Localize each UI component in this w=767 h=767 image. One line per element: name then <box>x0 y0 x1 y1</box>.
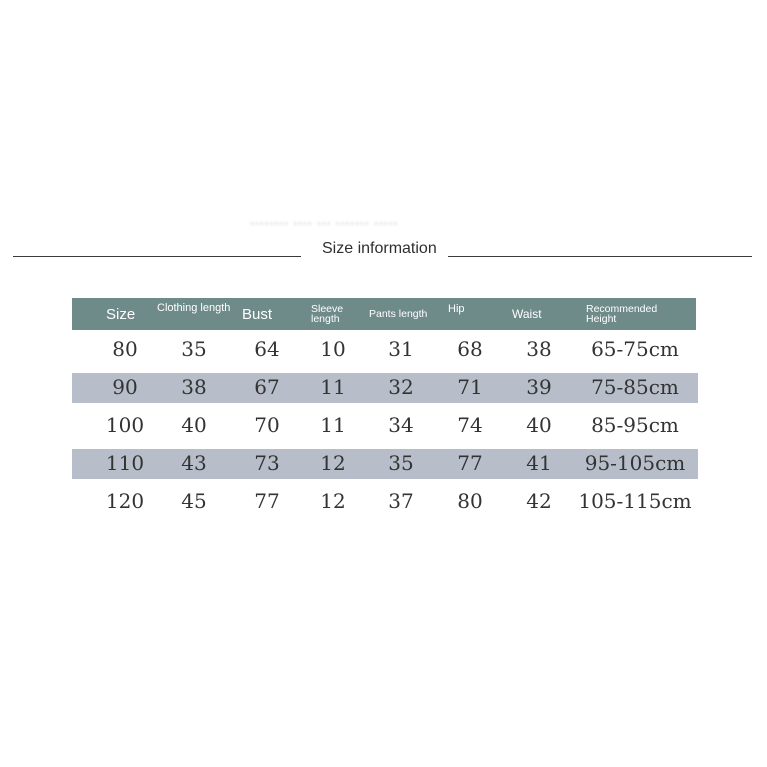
cell-pants-length: 37 <box>388 489 414 513</box>
header-bust: Bust <box>242 305 273 323</box>
cell-bust: 77 <box>254 489 280 513</box>
cell-sleeve-length: 10 <box>320 337 346 361</box>
section-title: Size information <box>322 240 437 257</box>
header-hip: Hip <box>448 303 465 315</box>
cell-recommended-height: 75-85cm <box>591 375 679 399</box>
header-clothing-length: Clothing length <box>157 302 231 314</box>
cell-bust: 70 <box>254 413 280 437</box>
cell-pants-length: 31 <box>388 337 414 361</box>
cell-size: 110 <box>105 451 145 475</box>
cell-sleeve-length: 12 <box>320 489 346 513</box>
cell-waist: 40 <box>526 413 552 437</box>
cell-pants-length: 32 <box>388 375 414 399</box>
cell-clothing-length: 38 <box>181 375 207 399</box>
cell-sleeve-length: 11 <box>320 375 346 399</box>
cell-hip: 77 <box>457 451 483 475</box>
header-sleeve-length: Sleeve length <box>311 303 344 325</box>
cell-bust: 67 <box>254 375 280 399</box>
cell-bust: 64 <box>254 337 280 361</box>
cell-waist: 38 <box>526 337 552 361</box>
table-row <box>72 368 696 406</box>
cell-sleeve-length: 11 <box>320 413 346 437</box>
cell-recommended-height: 85-95cm <box>591 413 679 437</box>
size-table <box>72 298 696 520</box>
cell-hip: 68 <box>457 337 483 361</box>
table-row <box>72 406 696 444</box>
cell-hip: 80 <box>457 489 483 513</box>
cell-bust: 73 <box>254 451 280 475</box>
header-size: Size <box>106 305 136 323</box>
cell-hip: 74 <box>457 413 483 437</box>
cell-waist: 41 <box>526 451 552 475</box>
cell-pants-length: 34 <box>388 413 414 437</box>
faint-background-text: ▪▪▪▪▪▪▪▪ ▪▪▪▪ ▪▪▪ ▪▪▪▪▪▪▪ ▪▪▪▪▪ <box>250 218 399 230</box>
cell-size: 100 <box>105 413 145 437</box>
cell-size: 120 <box>105 489 145 513</box>
cell-recommended-height: 65-75cm <box>591 337 679 361</box>
cell-hip: 71 <box>457 375 483 399</box>
table-row <box>72 482 696 520</box>
header-recommended-height: Recommended Height <box>586 303 658 325</box>
cell-clothing-length: 43 <box>181 451 207 475</box>
cell-clothing-length: 40 <box>181 413 207 437</box>
cell-waist: 42 <box>526 489 552 513</box>
table-row <box>72 330 696 368</box>
cell-size: 80 <box>112 337 138 361</box>
cell-recommended-height: 105-115cm <box>578 489 692 513</box>
header-waist: Waist <box>512 307 542 321</box>
table-row <box>72 444 696 482</box>
cell-size: 90 <box>112 375 138 399</box>
cell-pants-length: 35 <box>388 451 414 475</box>
cell-clothing-length: 45 <box>181 489 207 513</box>
cell-waist: 39 <box>526 375 552 399</box>
table-header-row <box>72 298 696 330</box>
title-divider-right <box>448 256 752 257</box>
cell-recommended-height: 95-105cm <box>584 451 686 475</box>
title-divider-left <box>13 256 301 257</box>
cell-clothing-length: 35 <box>181 337 207 361</box>
cell-sleeve-length: 12 <box>320 451 346 475</box>
header-pants-length: Pants length <box>369 308 428 320</box>
